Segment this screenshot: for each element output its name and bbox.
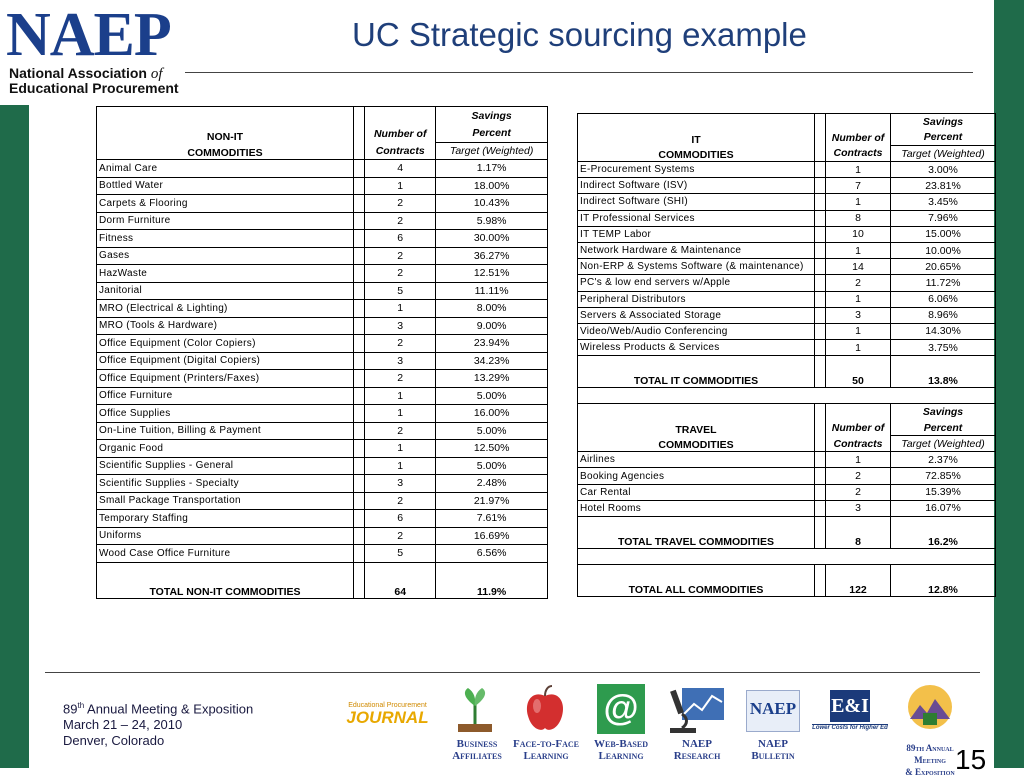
contracts-header: Contracts (826, 146, 891, 162)
commodity-name: Airlines (578, 452, 815, 468)
contract-count: 6 (365, 230, 436, 248)
contract-count: 5 (365, 282, 436, 300)
svg-text:@: @ (603, 687, 639, 728)
savings-percent: 5.98% (436, 212, 548, 230)
table-row (578, 194, 996, 210)
savings-percent: 7.61% (436, 510, 548, 528)
commodity-name: MRO (Tools & Hardware) (97, 317, 354, 335)
savings-header: Savings (436, 107, 548, 125)
target-header: Target (Weighted) (891, 146, 996, 162)
savings-percent: 2.37% (891, 452, 996, 468)
footer-label: Business Affiliates (452, 738, 502, 762)
savings-percent: 2.48% (436, 475, 548, 493)
table-row (578, 291, 996, 307)
commodity-name: Network Hardware & Maintenance (578, 242, 815, 258)
table-row (97, 212, 548, 230)
savings-header: Savings (891, 114, 996, 130)
savings-percent: 16.69% (436, 527, 548, 545)
table-row (97, 422, 548, 440)
table-row (97, 195, 548, 213)
savings-percent: 1.17% (436, 160, 548, 178)
contract-count: 2 (365, 247, 436, 265)
contract-count: 6 (365, 510, 436, 528)
table-row (97, 475, 548, 493)
savings-percent: 5.00% (436, 457, 548, 475)
table-row (578, 340, 996, 356)
target-header: Target (Weighted) (891, 436, 996, 452)
table-row (578, 468, 996, 484)
commodity-name: Office Equipment (Color Copiers) (97, 335, 354, 353)
contract-count: 2 (365, 212, 436, 230)
slide-title: UC Strategic sourcing example (352, 16, 807, 53)
number-of-header: Number of (826, 420, 891, 436)
savings-percent: 15.39% (891, 484, 996, 500)
table-row (578, 452, 996, 468)
commodity-name: Scientific Supplies - Specialty (97, 475, 354, 493)
commodity-name: Booking Agencies (578, 468, 815, 484)
savings-percent: 12.50% (436, 440, 548, 458)
table-row (97, 440, 548, 458)
category-header: TRAVEL (578, 420, 815, 436)
table-row (97, 405, 548, 423)
footer-label: NAEP Bulletin (751, 738, 795, 762)
commodity-name: Non-ERP & Systems Software (& maintenance) (578, 259, 815, 275)
contracts-header: Contracts (365, 143, 436, 160)
table-row (578, 275, 996, 291)
contract-count: 2 (365, 335, 436, 353)
contract-count: 2 (826, 275, 891, 291)
contract-count: 3 (365, 317, 436, 335)
savings-percent: 8.96% (891, 307, 996, 323)
savings-percent: 16.00% (436, 405, 548, 423)
savings-percent: 11.11% (436, 282, 548, 300)
table-row (578, 178, 996, 194)
savings-percent: 36.27% (436, 247, 548, 265)
commodity-name: Animal Care (97, 160, 354, 178)
savings-percent: 6.06% (891, 291, 996, 307)
target-header: Target (Weighted) (436, 143, 548, 160)
contract-count: 2 (365, 195, 436, 213)
table-row (97, 370, 548, 388)
commodity-name: IT Professional Services (578, 210, 815, 226)
contract-count: 2 (365, 370, 436, 388)
savings-percent: 11.72% (891, 275, 996, 291)
table-row (97, 160, 548, 178)
table-row (97, 282, 548, 300)
table-row (578, 162, 996, 178)
journal-logo: Educational Procurement JOURNAL (346, 702, 429, 727)
contract-count: 1 (365, 177, 436, 195)
savings-percent: 23.81% (891, 178, 996, 194)
savings-percent: 16.07% (891, 500, 996, 516)
total-label: TOTAL IT COMMODITIES (578, 356, 815, 388)
footer-label: 89th Annual Meeting & Exposition (905, 743, 955, 777)
savings-percent: 5.00% (436, 422, 548, 440)
commodity-name: Video/Web/Audio Conferencing (578, 323, 815, 339)
table-row (97, 247, 548, 265)
apple-icon (520, 684, 570, 734)
total-percent: 16.2% (891, 517, 996, 549)
footer-divider (45, 672, 980, 673)
commodity-name: Office Furniture (97, 387, 354, 405)
table-row (97, 387, 548, 405)
contract-count: 3 (365, 475, 436, 493)
commodities-header: COMMODITIES (578, 436, 815, 452)
savings-percent: 21.97% (436, 492, 548, 510)
table-row (578, 307, 996, 323)
left-accent-bar (0, 105, 29, 768)
commodity-name: HazWaste (97, 265, 354, 283)
table-row (578, 226, 996, 242)
contract-count: 1 (826, 162, 891, 178)
contract-count: 2 (365, 492, 436, 510)
microscope-icon (668, 684, 726, 736)
contract-count: 1 (365, 387, 436, 405)
table-row (97, 230, 548, 248)
savings-percent: 15.00% (891, 226, 996, 242)
contract-count: 2 (826, 484, 891, 500)
non-it-commodities-table (96, 106, 548, 599)
contract-count: 2 (365, 527, 436, 545)
total-row (578, 565, 996, 597)
savings-percent: 20.65% (891, 259, 996, 275)
commodity-name: Office Supplies (97, 405, 354, 423)
total-label: TOTAL ALL COMMODITIES (578, 565, 815, 597)
total-row (578, 356, 996, 388)
commodity-name: On-Line Tuition, Billing & Payment (97, 422, 354, 440)
table-row (97, 510, 548, 528)
total-label: TOTAL TRAVEL COMMODITIES (578, 517, 815, 549)
table-row (97, 265, 548, 283)
contract-count: 4 (365, 160, 436, 178)
savings-percent: 10.00% (891, 242, 996, 258)
commodity-name: Uniforms (97, 527, 354, 545)
savings-percent: 12.51% (436, 265, 548, 283)
footer-label: NAEP Research (673, 738, 721, 762)
commodity-name: Small Package Transportation (97, 492, 354, 510)
contract-count: 1 (365, 440, 436, 458)
commodity-name: E-Procurement Systems (578, 162, 815, 178)
total-row (578, 517, 996, 549)
right-accent-bar (994, 0, 1024, 768)
table-row (97, 177, 548, 195)
commodity-name: Dorm Furniture (97, 212, 354, 230)
commodity-name: MRO (Electrical & Lighting) (97, 300, 354, 318)
contract-count: 3 (365, 352, 436, 370)
percent-header: Percent (891, 130, 996, 146)
contract-count: 7 (826, 178, 891, 194)
savings-percent: 8.00% (436, 300, 548, 318)
footer-label: Web-Based Learning (593, 738, 648, 762)
title-divider (185, 72, 973, 73)
contracts-header: Contracts (826, 436, 891, 452)
commodity-name: Peripheral Distributors (578, 291, 815, 307)
table-row (578, 323, 996, 339)
page-number: 15 (955, 744, 987, 775)
it-commodities-table (577, 113, 996, 597)
commodity-name: Indirect Software (ISV) (578, 178, 815, 194)
contract-count: 5 (365, 545, 436, 563)
savings-percent: 10.43% (436, 195, 548, 213)
event-info: 89th Annual Meeting & Exposition March 21 – 24, 2010 Denver, Colorado (63, 701, 254, 749)
table-row (578, 500, 996, 516)
table-row (97, 300, 548, 318)
commodity-name: Office Equipment (Printers/Faxes) (97, 370, 354, 388)
savings-percent: 14.30% (891, 323, 996, 339)
savings-percent: 30.00% (436, 230, 548, 248)
contract-count: 14 (826, 259, 891, 275)
table-row (97, 335, 548, 353)
commodity-name: Carpets & Flooring (97, 195, 354, 213)
category-header: NON-IT (97, 125, 354, 143)
savings-percent: 6.56% (436, 545, 548, 563)
contract-count: 1 (826, 340, 891, 356)
contract-count: 1 (826, 194, 891, 210)
total-count: 8 (826, 517, 891, 549)
table-row (578, 242, 996, 258)
annual-meeting-logo (905, 683, 955, 735)
total-row (97, 562, 548, 598)
savings-percent: 23.94% (436, 335, 548, 353)
commodity-name: Car Rental (578, 484, 815, 500)
commodity-name: PC's & low end servers w/Apple (578, 275, 815, 291)
contract-count: 3 (826, 307, 891, 323)
at-sign-icon (597, 684, 645, 734)
total-count: 50 (826, 356, 891, 388)
table-row (578, 210, 996, 226)
naep-logo-subtitle: National Association of Educational Procurement (9, 65, 179, 96)
total-percent: 13.8% (891, 356, 996, 388)
contract-count: 1 (826, 242, 891, 258)
category-header: IT (578, 130, 815, 146)
savings-percent: 13.29% (436, 370, 548, 388)
table-row (97, 457, 548, 475)
naep-bulletin-logo: NAEP (746, 690, 800, 732)
number-of-header: Number of (826, 130, 891, 146)
commodity-name: Temporary Staffing (97, 510, 354, 528)
plant-icon (450, 684, 500, 734)
commodity-name: Scientific Supplies - General (97, 457, 354, 475)
commodity-name: Wireless Products & Services (578, 340, 815, 356)
number-of-header: Number of (365, 125, 436, 143)
table-row (97, 317, 548, 335)
table-row (578, 484, 996, 500)
table-row (97, 527, 548, 545)
savings-percent: 34.23% (436, 352, 548, 370)
contract-count: 10 (826, 226, 891, 242)
savings-percent: 72.85% (891, 468, 996, 484)
contract-count: 2 (365, 265, 436, 283)
commodity-name: Indirect Software (SHI) (578, 194, 815, 210)
total-percent: 12.8% (891, 565, 996, 597)
commodity-name: Hotel Rooms (578, 500, 815, 516)
table-row (97, 545, 548, 563)
savings-percent: 18.00% (436, 177, 548, 195)
table-row (97, 492, 548, 510)
commodity-name: Bottled Water (97, 177, 354, 195)
ei-logo: E&I Lower Costs for Higher Ed (812, 690, 888, 731)
commodity-name: Wood Case Office Furniture (97, 545, 354, 563)
commodity-name: Fitness (97, 230, 354, 248)
contract-count: 8 (826, 210, 891, 226)
commodity-name: IT TEMP Labor (578, 226, 815, 242)
total-percent: 11.9% (436, 562, 548, 598)
contract-count: 1 (365, 405, 436, 423)
commodity-name: Janitorial (97, 282, 354, 300)
contract-count: 1 (365, 300, 436, 318)
savings-header: Savings (891, 404, 996, 420)
contract-count: 2 (365, 422, 436, 440)
savings-percent: 5.00% (436, 387, 548, 405)
commodity-name: Gases (97, 247, 354, 265)
commodity-name: Office Equipment (Digital Copiers) (97, 352, 354, 370)
table-row (578, 259, 996, 275)
contract-count: 1 (826, 323, 891, 339)
percent-header: Percent (891, 420, 996, 436)
contract-count: 1 (365, 457, 436, 475)
percent-header: Percent (436, 125, 548, 143)
savings-percent: 9.00% (436, 317, 548, 335)
commodity-name: Servers & Associated Storage (578, 307, 815, 323)
commodities-header: COMMODITIES (578, 146, 815, 162)
contract-count: 1 (826, 291, 891, 307)
total-label: TOTAL NON-IT COMMODITIES (97, 562, 354, 598)
footer-label: Face-to-Face Learning (513, 738, 579, 762)
savings-percent: 3.45% (891, 194, 996, 210)
savings-percent: 7.96% (891, 210, 996, 226)
total-count: 122 (826, 565, 891, 597)
savings-percent: 3.00% (891, 162, 996, 178)
total-count: 64 (365, 562, 436, 598)
contract-count: 2 (826, 468, 891, 484)
table-row (97, 352, 548, 370)
contract-count: 3 (826, 500, 891, 516)
contract-count: 1 (826, 452, 891, 468)
naep-logo: NAEP (6, 1, 171, 69)
commodity-name: Organic Food (97, 440, 354, 458)
commodities-header: COMMODITIES (97, 143, 354, 160)
savings-percent: 3.75% (891, 340, 996, 356)
